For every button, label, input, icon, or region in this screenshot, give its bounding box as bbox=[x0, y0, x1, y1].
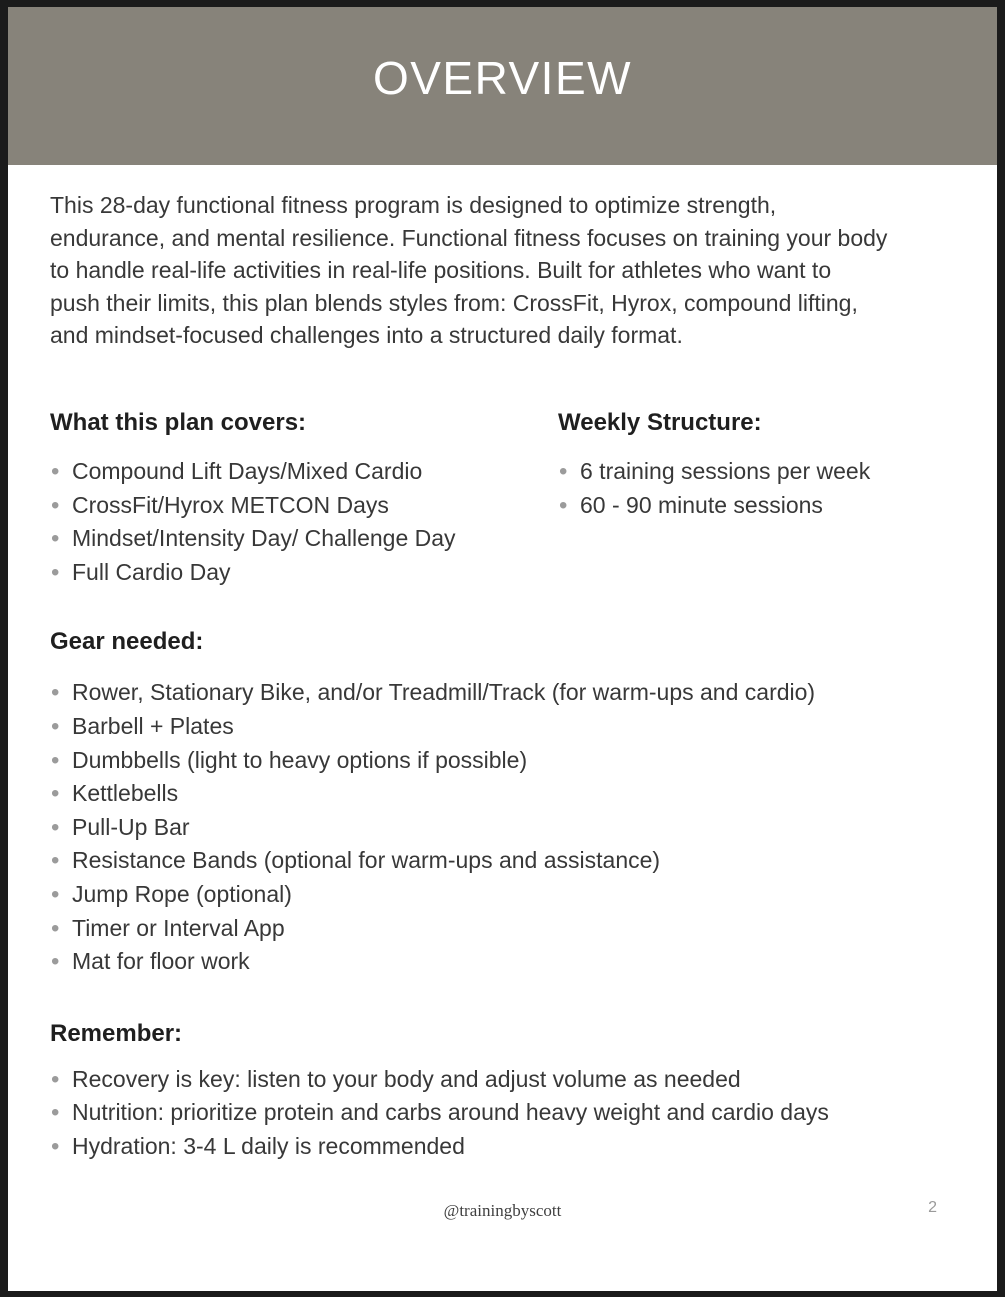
list-item bbox=[50, 489, 558, 523]
weekly-structure-list bbox=[558, 455, 955, 522]
two-column-section bbox=[50, 408, 955, 589]
bullet-icon bbox=[51, 676, 72, 710]
bullet-icon bbox=[51, 556, 72, 590]
list-item bbox=[50, 844, 955, 878]
list-item-text: Timer or Interval App bbox=[72, 914, 285, 941]
bullet-icon bbox=[51, 489, 72, 523]
list-item bbox=[50, 1063, 955, 1097]
weekly-structure-heading: Weekly Structure: bbox=[558, 408, 762, 436]
list-item bbox=[50, 1096, 955, 1130]
list-item-text: Hydration: 3-4 L daily is recommended bbox=[72, 1132, 465, 1159]
bullet-icon bbox=[559, 489, 580, 523]
list-item bbox=[50, 777, 955, 811]
bullet-icon bbox=[51, 878, 72, 912]
section-plan-covers bbox=[50, 408, 558, 589]
intro-line: This 28-day functional fitness program is designed to optimize strength, bbox=[50, 192, 777, 218]
bullet-icon bbox=[51, 811, 72, 845]
page-header-band bbox=[8, 7, 997, 165]
gear-list bbox=[50, 676, 955, 978]
list-item-text: Jump Rope (optional) bbox=[72, 880, 292, 907]
list-item-text: Barbell + Plates bbox=[72, 712, 234, 739]
bullet-icon bbox=[559, 455, 580, 489]
bullet-icon bbox=[51, 455, 72, 489]
list-item bbox=[50, 522, 558, 556]
section-weekly-structure bbox=[558, 408, 955, 589]
list-item-text: Recovery is key: listen to your body and adjust volume as needed bbox=[72, 1065, 741, 1092]
page-footer bbox=[8, 1201, 997, 1227]
bullet-icon bbox=[51, 744, 72, 778]
intro-paragraph bbox=[50, 189, 955, 352]
remember-heading: Remember: bbox=[50, 1019, 183, 1047]
bullet-icon bbox=[51, 912, 72, 946]
list-item-text: Compound Lift Days/Mixed Cardio bbox=[72, 457, 423, 484]
intro-line: endurance, and mental resilience. Functional fitness focuses on training your body bbox=[50, 224, 888, 251]
bullet-icon bbox=[51, 844, 72, 878]
list-item-text: CrossFit/Hyrox METCON Days bbox=[72, 491, 389, 518]
list-item bbox=[50, 878, 955, 912]
list-item-text: Dumbbells (light to heavy options if possible) bbox=[72, 746, 528, 773]
list-item bbox=[558, 455, 955, 489]
list-item bbox=[50, 912, 955, 946]
bullet-icon bbox=[51, 1130, 72, 1164]
list-item bbox=[558, 489, 955, 523]
list-item-text: 60 - 90 minute sessions bbox=[580, 491, 823, 518]
intro-line: to handle real-life activities in real-life positions. Built for athletes who want to bbox=[50, 257, 832, 284]
bullet-icon bbox=[51, 1096, 72, 1130]
list-item bbox=[50, 455, 558, 489]
section-remember bbox=[50, 1019, 955, 1164]
bullet-icon bbox=[51, 522, 72, 556]
document-page bbox=[8, 7, 997, 1291]
list-item-text: 6 training sessions per week bbox=[580, 457, 871, 484]
list-item-text: Full Cardio Day bbox=[72, 558, 231, 585]
page-title: OVERVIEW bbox=[372, 52, 633, 104]
bullet-icon bbox=[51, 777, 72, 811]
list-item bbox=[50, 1130, 955, 1164]
list-item-text: Mat for floor work bbox=[72, 948, 250, 975]
bullet-icon bbox=[51, 945, 72, 979]
page-number: 2 bbox=[928, 1199, 937, 1216]
list-item bbox=[50, 556, 558, 590]
section-gear bbox=[50, 627, 955, 978]
plan-covers-heading: What this plan covers: bbox=[50, 408, 307, 436]
page-content bbox=[8, 189, 997, 1163]
list-item-text: Pull-Up Bar bbox=[72, 813, 190, 840]
intro-line: and mindset-focused challenges into a structured daily format. bbox=[50, 322, 683, 349]
intro-line: push their limits, this plan blends styles from: CrossFit, Hyrox, compound lifting, bbox=[50, 289, 858, 316]
list-item bbox=[50, 744, 955, 778]
list-item-text: Kettlebells bbox=[72, 780, 179, 807]
list-item bbox=[50, 811, 955, 845]
list-item bbox=[50, 676, 955, 710]
footer-handle: @trainingbyscott bbox=[443, 1201, 562, 1220]
list-item bbox=[50, 710, 955, 744]
gear-heading: Gear needed: bbox=[50, 628, 204, 656]
list-item-text: Rower, Stationary Bike, and/or Treadmill/Track (for warm-ups and cardio) bbox=[72, 679, 816, 706]
plan-covers-list bbox=[50, 455, 558, 589]
bullet-icon bbox=[51, 710, 72, 744]
list-item-text: Resistance Bands (optional for warm-ups and assistance) bbox=[72, 847, 661, 874]
list-item bbox=[50, 945, 955, 979]
list-item-text: Nutrition: prioritize protein and carbs around heavy weight and cardio days bbox=[72, 1099, 829, 1126]
list-item-text: Mindset/Intensity Day/ Challenge Day bbox=[72, 525, 456, 552]
bullet-icon bbox=[51, 1063, 72, 1097]
remember-list bbox=[50, 1063, 955, 1164]
